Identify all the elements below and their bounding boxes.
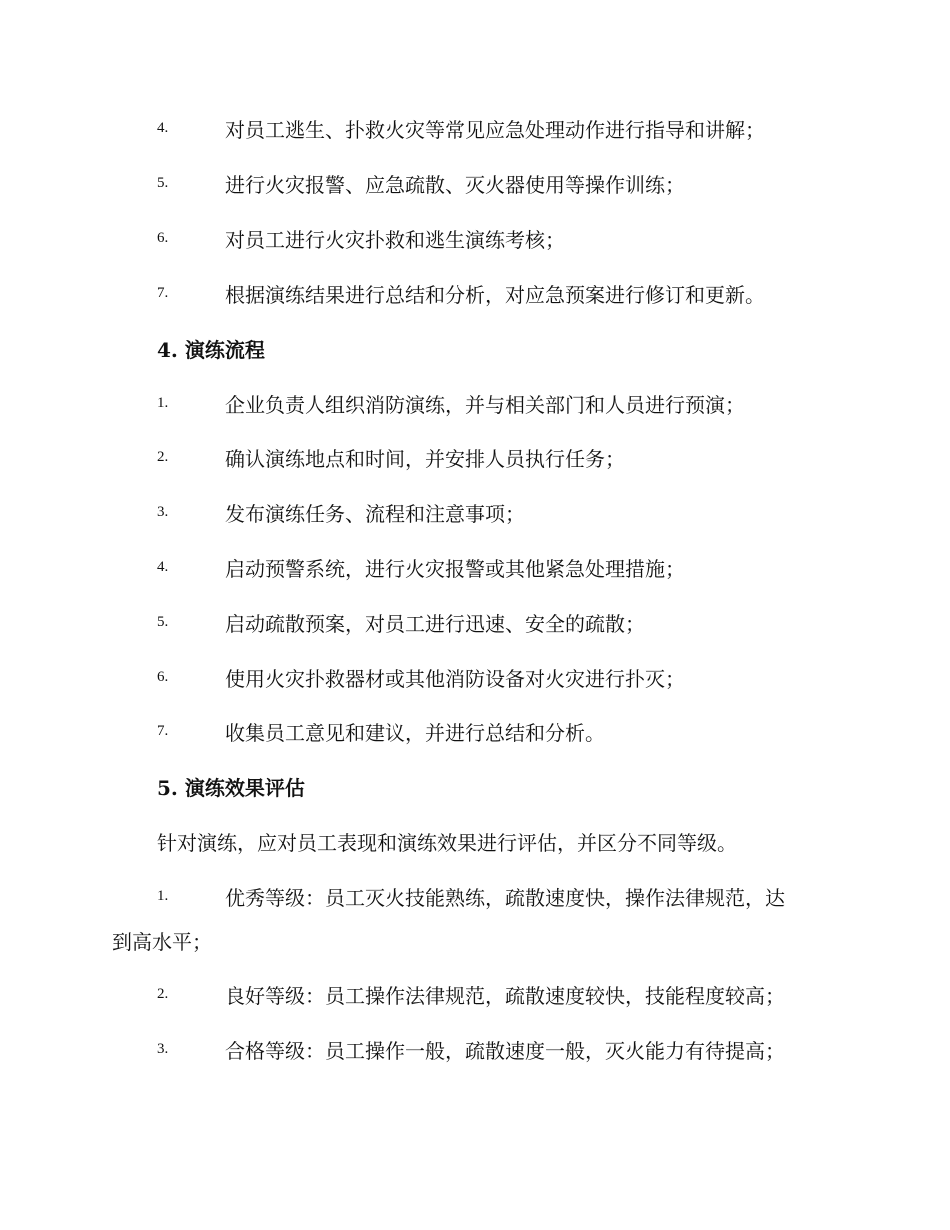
list-number: 2.	[157, 449, 169, 465]
section-4-heading: 4. 演练流程	[157, 338, 265, 362]
list-item-continuation	[0, 922, 950, 958]
list-item	[0, 1031, 950, 1067]
list-text: 使用火灾扑救器材或其他消防设备对火灾进行扑灭；	[225, 667, 685, 691]
list-number: 7.	[157, 723, 169, 739]
list-text: 企业负责人组织消防演练，并与相关部门和人员进行预演；	[225, 393, 745, 417]
list-number: 5.	[157, 614, 169, 630]
list-item	[0, 713, 950, 749]
list-item	[0, 385, 950, 421]
list-text: 启动疏散预案，对员工进行迅速、安全的疏散；	[225, 612, 645, 636]
list-text-continuation: 到高水平；	[112, 930, 212, 954]
list-text: 收集员工意见和建议，并进行总结和分析。	[225, 721, 605, 745]
list-number: 6.	[157, 230, 169, 246]
list-text: 对员工逃生、扑救火灾等常见应急处理动作进行指导和讲解；	[225, 118, 765, 142]
list-number: 3.	[157, 1041, 169, 1057]
section-5-heading: 5. 演练效果评估	[157, 776, 305, 800]
section-heading	[0, 330, 950, 366]
paragraph	[0, 823, 950, 859]
list-text: 优秀等级：员工灭火技能熟练，疏散速度快，操作法律规范，达	[225, 886, 785, 910]
list-text: 良好等级：员工操作法律规范，疏散速度较快，技能程度较高；	[225, 984, 785, 1008]
list-text: 合格等级：员工操作一般，疏散速度一般，灭火能力有待提高；	[225, 1039, 785, 1063]
list-number: 4.	[157, 559, 169, 575]
list-number: 1.	[157, 395, 169, 411]
list-item	[0, 165, 950, 201]
list-text: 发布演练任务、流程和注意事项；	[225, 502, 525, 526]
section-5-intro: 针对演练，应对员工表现和演练效果进行评估，并区分不同等级。	[157, 831, 737, 855]
list-number: 3.	[157, 504, 169, 520]
list-item	[0, 659, 950, 695]
list-item	[0, 439, 950, 475]
list-item	[0, 275, 950, 311]
list-item	[0, 220, 950, 256]
list-number: 4.	[157, 120, 169, 136]
list-number: 5.	[157, 175, 169, 191]
list-item	[0, 878, 950, 914]
list-text: 进行火灾报警、应急疏散、灭火器使用等操作训练；	[225, 173, 685, 197]
list-number: 2.	[157, 986, 169, 1002]
list-number: 7.	[157, 285, 169, 301]
list-text: 启动预警系统，进行火灾报警或其他紧急处理措施；	[225, 557, 685, 581]
list-text: 对员工进行火灾扑救和逃生演练考核；	[225, 228, 565, 252]
list-text: 根据演练结果进行总结和分析，对应急预案进行修订和更新。	[225, 283, 765, 307]
list-item	[0, 494, 950, 530]
list-number: 1.	[157, 888, 169, 904]
list-item	[0, 604, 950, 640]
section-heading	[0, 768, 950, 804]
list-item	[0, 976, 950, 1012]
list-text: 确认演练地点和时间，并安排人员执行任务；	[225, 447, 625, 471]
list-item	[0, 110, 950, 146]
list-number: 6.	[157, 669, 169, 685]
list-item	[0, 549, 950, 585]
